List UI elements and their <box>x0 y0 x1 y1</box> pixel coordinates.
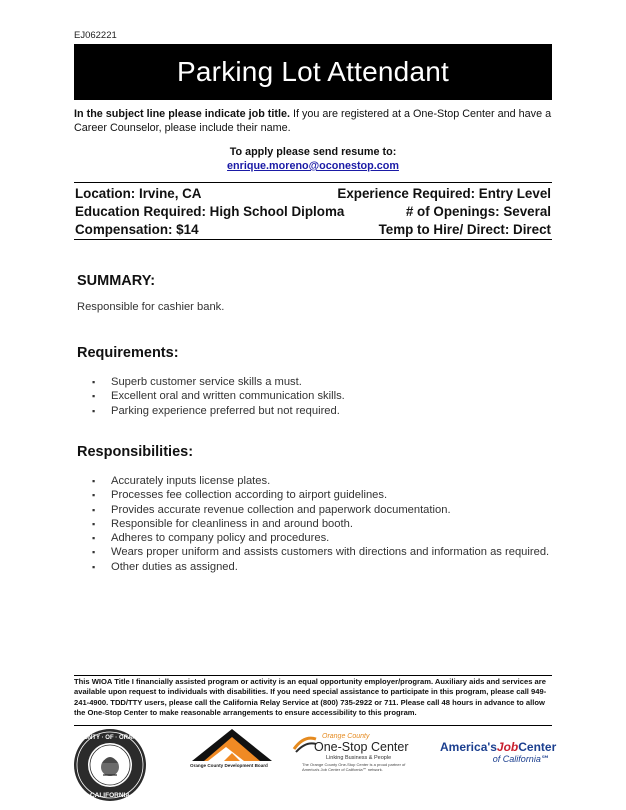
education-required: Education Required: High School Diploma <box>75 204 345 219</box>
list-item: ▪ Superb customer service skills a must. <box>92 376 302 388</box>
svg-text:CALIFORNIA: CALIFORNIA <box>89 792 131 799</box>
instructions <box>74 108 554 135</box>
apply-line: To apply please send resume to: <box>229 146 397 158</box>
details-row-3 <box>74 222 552 240</box>
bullet-icon: ▪ <box>92 504 96 515</box>
ajc-subtitle: of California℠ <box>492 754 550 764</box>
instructions-rest: If you are registered at a One-Stop Center and have a Career Counselor, please include their name. <box>74 108 552 134</box>
list-item: ▪ Processes fee collection according to airport guidelines. <box>92 489 388 502</box>
one-stop-county: Orange County <box>322 733 370 740</box>
bullet-icon: ▪ <box>92 490 96 501</box>
compensation: Compensation: $14 <box>75 222 199 237</box>
responsibilities-heading: Responsibilities: <box>77 444 194 460</box>
list-item: ▪ Other duties as assigned. <box>92 560 238 573</box>
job-code: EJ062221 <box>74 30 117 41</box>
one-stop-tagline: Linking Business & People <box>326 755 392 761</box>
list-item: ▪ Adheres to company policy and procedures. <box>92 532 330 545</box>
footer-divider-bottom <box>74 725 552 726</box>
details-row-2 <box>74 204 552 222</box>
footer-divider-top <box>74 675 552 676</box>
experience-required: Experience Required: Entry Level <box>337 186 551 201</box>
bullet-icon: ▪ <box>92 518 96 529</box>
equal-opportunity-notice: This WIOA Title I financially assisted program or activity is an equal opportunity employer/program. Auxiliary aids and services are available upon request to individuals with disabilities. If you need special assistance to participate in this program, please call 949-241-4900. TDD/TTY users, please call the California Relay Service at (800) 735-2922 or 711. Please call 48 hours in advance to allow the One-Stop Center to make reasonable arrangements to ensure accessibility to this program. <box>74 677 547 718</box>
number-of-openings: # of Openings: Several <box>405 204 551 219</box>
responsibilities-list <box>92 474 552 574</box>
one-stop-name: One-Stop Center <box>314 740 409 754</box>
title-banner <box>74 44 552 100</box>
summary-text: Responsible for cashier bank. <box>77 301 225 313</box>
hire-type: Temp to Hire/ Direct: Direct <box>378 222 551 237</box>
requirements-list <box>92 375 552 418</box>
americas-job-center-logo <box>440 740 557 770</box>
details-row-1 <box>74 186 552 204</box>
requirements-heading: Requirements: <box>77 345 179 361</box>
list-item: ▪ Excellent oral and written communication skills. <box>92 390 345 403</box>
bullet-icon: ▪ <box>92 561 96 572</box>
list-item: ▪ Parking experience preferred but not required. <box>92 404 340 417</box>
instructions-bold: In the subject line please indicate job title. <box>74 108 290 120</box>
ajc-name: America'sJobCenter <box>440 740 557 754</box>
list-item: ▪ Accurately inputs license plates. <box>92 475 271 487</box>
orange-triangle-logo-icon <box>186 727 278 771</box>
location: Location: Irvine, CA <box>75 186 202 201</box>
apply-email-link[interactable]: enrique.moreno@oconestop.com <box>227 160 399 172</box>
bullet-icon: ▪ <box>92 391 96 402</box>
bullet-icon: ▪ <box>92 377 96 387</box>
bullet-icon: ▪ <box>92 533 96 544</box>
bullet-icon: ▪ <box>92 405 96 416</box>
county-of-orange-seal-icon <box>72 727 148 803</box>
list-item: ▪ Responsible for cleanliness in and around booth. <box>92 517 353 530</box>
bullet-icon: ▪ <box>92 476 96 486</box>
summary-heading: SUMMARY: <box>77 273 156 289</box>
list-item: ▪ Wears proper uniform and assists customers with directions and information as required. <box>92 546 550 559</box>
list-item: ▪ Provides accurate revenue collection and paperwork documentation. <box>92 503 451 516</box>
one-stop-center-logo <box>292 733 422 773</box>
svg-text:COUNTY · OF · ORANGE: COUNTY · OF · ORANGE <box>74 735 146 741</box>
bullet-icon: ▪ <box>92 547 96 558</box>
page-title: Parking Lot Attendant <box>177 56 449 87</box>
job-details <box>74 182 552 240</box>
one-stop-fine-print: The Orange County One-Stop Center is a proud partner of America's Job Center of California℠ network. <box>302 762 406 772</box>
oc-development-board-caption: Orange County Development Board <box>190 763 268 768</box>
